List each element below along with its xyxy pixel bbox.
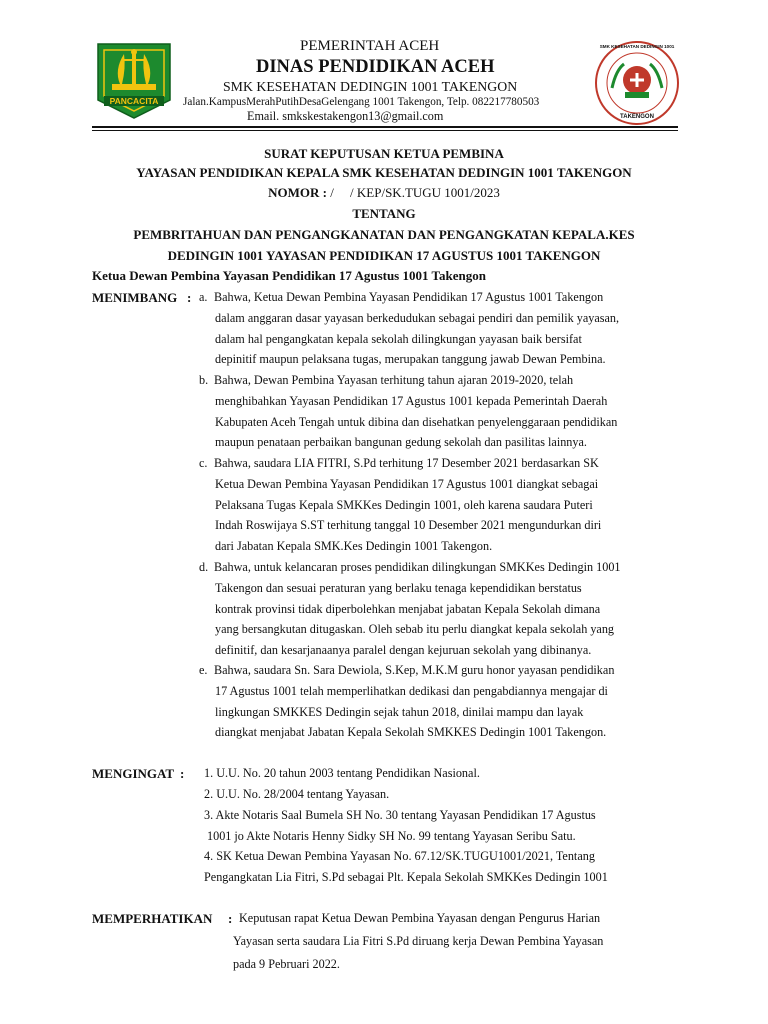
doc-number <box>0 185 768 201</box>
mengingat-item-line: 1001 jo Akte Notaris Henny Sidky SH No. 99 tentang Yayasan Seribu Satu. <box>207 828 576 843</box>
left-logo-text: PANCACITA <box>109 96 159 106</box>
menimbang-item-marker: a. <box>199 290 208 304</box>
subject-line2: DEDINGIN 1001 YAYASAN PENDIDIKAN 17 AGUSTUS 1001 TAKENGON <box>167 248 601 263</box>
menimbang-item-line: yang bersangkutan ditugaskan. Oleh sebab itu perlu diangkat kepala sekolah yang <box>215 622 615 637</box>
tentang-heading: TENTANG <box>352 206 416 221</box>
right-logo <box>594 40 680 126</box>
menimbang-item-line: Indah Roswijaya S.ST terhitung tanggal 10 Desember 2021 mengundurkan diri <box>215 518 602 533</box>
menimbang-item-line: diangkat menjabat Jabatan Kepala Sekolah SMKKES Dedingin 1001 Takengon. <box>215 725 607 740</box>
issuer-line: Ketua Dewan Pembina Yayasan Pendidikan 17 Agustus 1001 Takengon <box>92 268 486 283</box>
mengingat-item-line: 2. U.U. No. 28/2004 tentang Yayasan. <box>204 787 390 801</box>
menimbang-item-line: dari Jabatan Kepala SMK.Kes Dedingin 1001 Takengon. <box>215 539 493 554</box>
memperhatikan-line: Keputusan rapat Ketua Dewan Pembina Yayasan dengan Pengurus Harian <box>239 911 601 925</box>
menimbang-item-line: Bahwa, Dewan Pembina Yayasan terhitung tahun ajaran 2019-2020, telah <box>214 373 574 387</box>
menimbang-item-line: maupun penataan perbaikan bangunan gedung sekolah dan pasilitas lainnya. <box>215 435 587 450</box>
seal-text-bottom: TAKENGON <box>620 114 654 120</box>
doc-title: SURAT KEPUTUSAN KETUA PEMBINA <box>264 146 504 161</box>
menimbang-item-line: Kabupaten Aceh Tengah untuk dibina dan disehatkan penyelenggaraan pendidikan <box>215 414 618 429</box>
letterhead-email: Email. smkskestakengon13@gmail.com <box>247 109 444 123</box>
menimbang-item-line: Ketua Dewan Pembina Yayasan Pendidikan 17 Agustus 1001 diangkat sebagai <box>215 476 599 491</box>
menimbang-item-line: menghibahkan Yayasan Pendidikan 17 Agustus 1001 kepada Pemerintah Daerah <box>215 393 608 408</box>
letterhead-line2: DINAS PENDIDIKAN ACEH <box>256 57 495 77</box>
menimbang-item-line: lingkungan SMKKES Dedingin sejak tahun 2018, dinilai mampu dan layak <box>215 704 584 719</box>
menimbang-item-line: dalam hal pengangkatan kepala sekolah dilingkungan yayasan baik bersifat <box>215 331 582 346</box>
menimbang-label: MENIMBANG <box>92 290 178 305</box>
mengingat-item-line: Pengangkatan Lia Fitri, S.Pd sebagai Plt. Kepala Sekolah SMKKes Dedingin 1001 <box>204 869 608 884</box>
memperhatikan-line: pada 9 Pebruari 2022. <box>233 957 340 971</box>
menimbang-item-line: dalam anggaran dasar yayasan berkedudukan sebagai pendiri dan pemilik yayasan, <box>215 310 620 325</box>
letterhead-line3: SMK KESEHATAN DEDINGIN 1001 TAKENGON <box>223 79 518 94</box>
left-logo <box>94 40 174 120</box>
menimbang-item-line: Takengon dan sesuai peraturan yang berlaku tenaga kependidikan berstatus <box>215 580 582 595</box>
pancacita-emblem-icon <box>94 40 174 120</box>
memperhatikan-line: Yayasan serta saudara Lia Fitri S.Pd diruang kerja Dewan Pembina Yayasan <box>233 934 604 948</box>
letterhead-line1: PEMERINTAH ACEH <box>300 38 440 54</box>
mengingat-colon: : <box>180 766 185 781</box>
menimbang-item-marker: b. <box>199 373 209 387</box>
nomor-value: / / KEP/SK.TUGU 1001/2023 <box>330 185 500 200</box>
menimbang-item-line: Bahwa, Ketua Dewan Pembina Yayasan Pendidikan 17 Agustus 1001 Takengon <box>214 290 604 304</box>
memperhatikan-label: MEMPERHATIKAN <box>92 911 213 926</box>
menimbang-item-marker: d. <box>199 560 209 574</box>
menimbang-item-line: 17 Agustus 1001 telah memperlihatkan dedikasi dan pengabdiannya mengajar di <box>215 683 608 698</box>
letterhead-rule-thick <box>92 126 678 128</box>
letterhead-address: Jalan.KampusMerahPutihDesaGelengang 1001 Takengon, Telp. 082217780503 <box>183 96 540 108</box>
menimbang-item-line: Bahwa, saudara LIA FITRI, S.Pd terhitung 17 Desember 2021 berdasarkan SK <box>214 456 599 470</box>
mengingat-item-line: 3. Akte Notaris Saal Bumela SH No. 30 tentang Yayasan Pendidikan 17 Agustus <box>204 808 596 822</box>
mengingat-item-line: 1. U.U. No. 20 tahun 2003 tentang Pendidikan Nasional. <box>204 766 480 780</box>
menimbang-item-line: kontrak provinsi tidak diperbolehkan menjabat jabatan Kepala Sekolah dimana <box>215 601 601 616</box>
menimbang-item-line: depinitif maupun pelaksana tugas, merupakan tanggung jawab Dewan Pembina. <box>215 352 606 367</box>
subject-line1: PEMBRITAHUAN DAN PENGANGKANATAN DAN PENGANGKATAN KEPALA.KES <box>133 227 635 242</box>
seal-text-top: SMK KESEHATAN DEDINGIN 1001 <box>599 44 675 49</box>
doc-subtitle: YAYASAN PENDIDIKAN KEPALA SMK KESEHATAN DEDINGIN 1001 TAKENGON <box>136 165 632 180</box>
menimbang-item-line: Bahwa, saudara Sn. Sara Dewiola, S.Kep, M.K.M guru honor yayasan pendidikan <box>214 663 615 677</box>
memperhatikan-colon: : <box>228 911 233 926</box>
menimbang-item-marker: e. <box>199 663 208 677</box>
menimbang-item-marker: c. <box>199 456 208 470</box>
menimbang-colon: : <box>187 290 192 305</box>
mengingat-label: MENGINGAT <box>92 766 175 781</box>
menimbang-item-line: Bahwa, untuk kelancaran proses pendidikan dilingkungan SMKKes Dedingin 1001 <box>214 560 621 574</box>
menimbang-item-line: definitif, dan kesarjanaanya paralel dengan kejuruan sekolah yang dibinanya. <box>215 643 592 658</box>
letterhead-rule-thin <box>92 130 678 131</box>
mengingat-item-line: 4. SK Ketua Dewan Pembina Yayasan No. 67.12/SK.TUGU1001/2021, Tentang <box>204 849 595 863</box>
nomor-label: NOMOR : <box>268 185 327 200</box>
menimbang-item-line: Pelaksana Tugas Kepala SMKKes Dedingin 1001, oleh karena saudara Puteri <box>215 497 593 512</box>
